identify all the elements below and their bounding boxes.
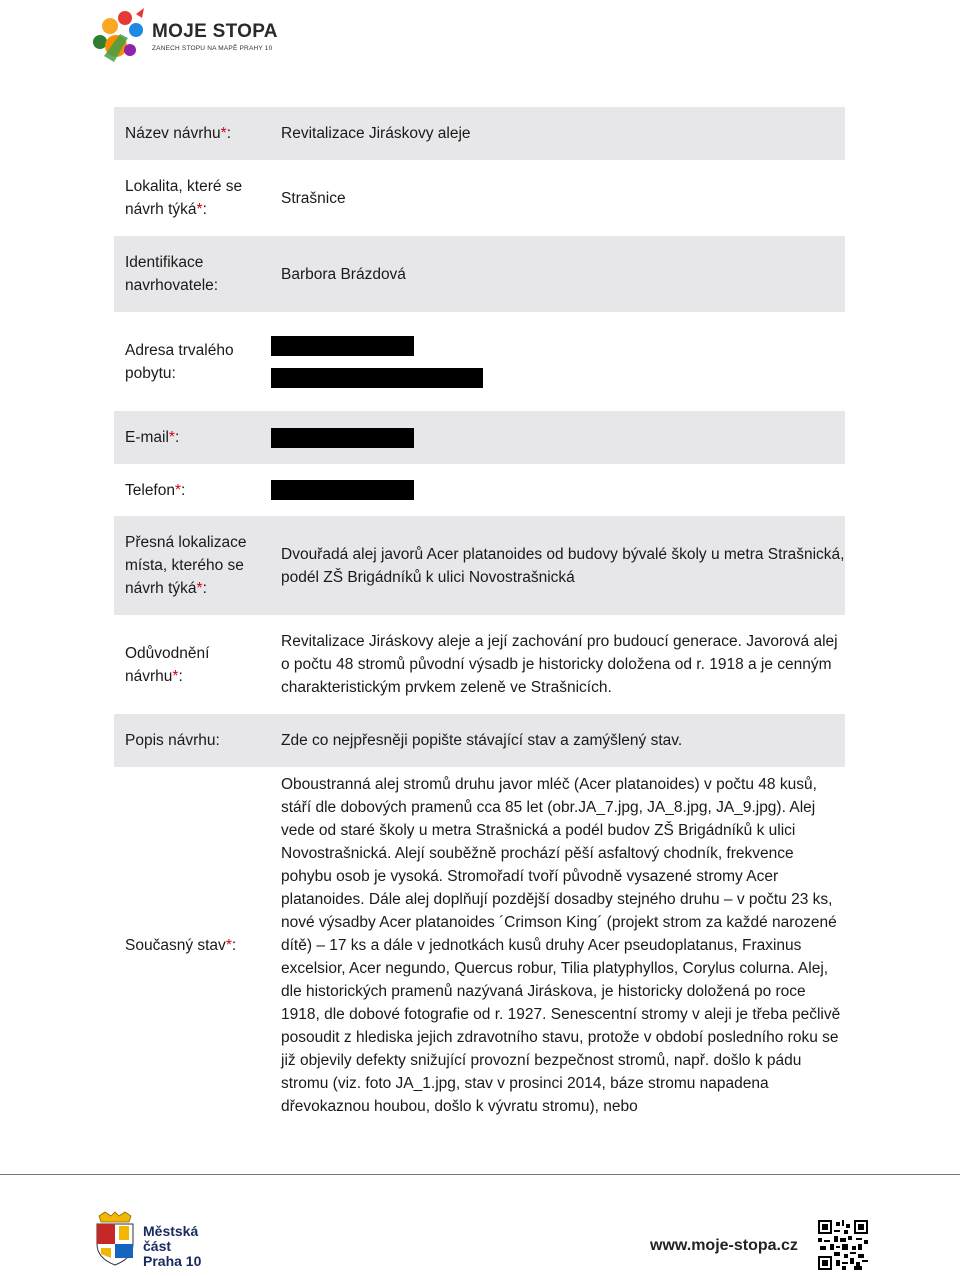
form-row-address bbox=[114, 312, 845, 411]
required-asterisk: * bbox=[225, 937, 232, 954]
form-value: Revitalizace Jiráskovy aleje a její zachování pro budoucí generace. Javorová alej o počtu 48 stromů původní výsadb je historicky doložena od r. 1918 a je cenným charakteristickým prvkem zeleně ve Strašnicích. bbox=[281, 633, 838, 696]
form-row-proposal-name bbox=[114, 107, 845, 160]
form-row-justification bbox=[114, 615, 845, 714]
form-label: Současný stav*: bbox=[125, 937, 237, 954]
form-value: Zde co nejpřesněji popište stávající stav a zamýšlený stav. bbox=[270, 714, 845, 767]
form-row-locality bbox=[114, 160, 845, 236]
form-label: Identifikace navrhovatele: bbox=[114, 236, 270, 312]
website-link[interactable]: www.moje-stopa.cz bbox=[650, 1237, 798, 1254]
form-row-email bbox=[114, 411, 845, 464]
form-row-description bbox=[114, 714, 845, 767]
required-asterisk: * bbox=[172, 667, 179, 685]
required-asterisk: * bbox=[174, 481, 182, 499]
footer-divider bbox=[0, 1174, 960, 1175]
municipality-line: Městská bbox=[143, 1223, 199, 1239]
praha-10-crest-icon bbox=[93, 1210, 137, 1266]
required-asterisk: * bbox=[168, 429, 175, 446]
form-row-phone bbox=[114, 464, 845, 516]
form-label: Telefon*: bbox=[125, 481, 186, 499]
form-row-proposer bbox=[114, 236, 845, 312]
redacted-block bbox=[271, 368, 483, 388]
required-asterisk: * bbox=[196, 201, 203, 218]
form-value: Oboustranná alej stromů druhu javor mléč (Acer platanoides) v počtu 48 kusů, stáří dle dobových pramenů cca 85 let (obr.JA_7.jpg, JA_8.jpg, JA_9.jpg). Alej vede od staré školy u metra Strašnická a podél budov ZŠ Brigádníků k ulici Novostrašnická. Alejí souběžně prochází pěší asfaltový chodník, frekvence pohybu osob je vysoká. Stromořadí tvoří původně vysazené stromy Acer platanoides. Dále alej doplňují pozdější dosadby stejného druhu – v počtu 23 ks, nové výsadby Acer platanoides ´Crimson King´ (projekt strom za každé narozené dítě) – 17 ks a dále v jednotkách kusů druhy Acer pseudoplatanus, Fraxinus excelsior, Acer negundo, Quercus robur, Tilia platyphyllos, Corylus colurna. Alej, dle historických pramenů nazývaná Jiráskova, je historicky doložená po roce 1918, dle dobové fotografie od r. 1927. Senescentní stromy v aleji je třeba pečlivě posoudit z hlediska jejich zdravotního stavu, protože v období posledního roku se již objevily defekty snižující provozní bezpečnost stromů, např. došlo k pádu stromu (viz. foto JA_1.jpg, stav v prosinci 2014, báze stromu napadena dřevokaznou houbou, došlo k vývratu stromu), nebo bbox=[281, 776, 841, 1115]
form-value: Dvouřadá alej javorů Acer platanoides od budovy bývalé školy u metra Strašnická, podél ZŠ Brigádníků k ulici Novostrašnická bbox=[270, 516, 845, 615]
form-value: Revitalizace Jiráskovy aleje bbox=[270, 107, 845, 160]
form-value: Barbora Brázdová bbox=[270, 236, 845, 312]
form-row-location-detail bbox=[114, 516, 845, 615]
form-value: Strašnice bbox=[281, 189, 346, 207]
form-label: Adresa trvalého pobytu: bbox=[125, 341, 234, 382]
required-asterisk: * bbox=[196, 580, 203, 597]
form-value bbox=[270, 464, 845, 516]
redacted-block bbox=[271, 480, 414, 500]
qr-code-icon bbox=[818, 1220, 868, 1270]
form-value bbox=[270, 411, 845, 464]
form-label: Název návrhu*: bbox=[114, 107, 270, 160]
form-label: Popis návrhu: bbox=[114, 714, 270, 767]
form-row-current-state bbox=[114, 767, 845, 1124]
required-asterisk: * bbox=[220, 125, 227, 142]
municipality-line: část bbox=[143, 1238, 172, 1254]
form-value bbox=[270, 312, 845, 411]
form-label: Lokalita, které se návrh týká*: bbox=[125, 178, 243, 218]
logo-title: MOJE STOPA bbox=[152, 21, 278, 42]
form-label: Odůvodnění návrhu*: bbox=[125, 644, 210, 685]
municipality-line: Praha 10 bbox=[143, 1253, 202, 1269]
form-label: E-mail*: bbox=[114, 411, 270, 464]
form-label: Přesná lokalizace místa, kterého se návrh týká*: bbox=[114, 516, 270, 615]
logo-tagline: ZANECH STOPU NA MAPĚ PRAHY 10 bbox=[152, 45, 273, 52]
redacted-block bbox=[271, 336, 414, 356]
proposal-form-table bbox=[114, 107, 845, 1124]
redacted-block bbox=[271, 428, 414, 448]
municipality-name bbox=[143, 1224, 201, 1269]
